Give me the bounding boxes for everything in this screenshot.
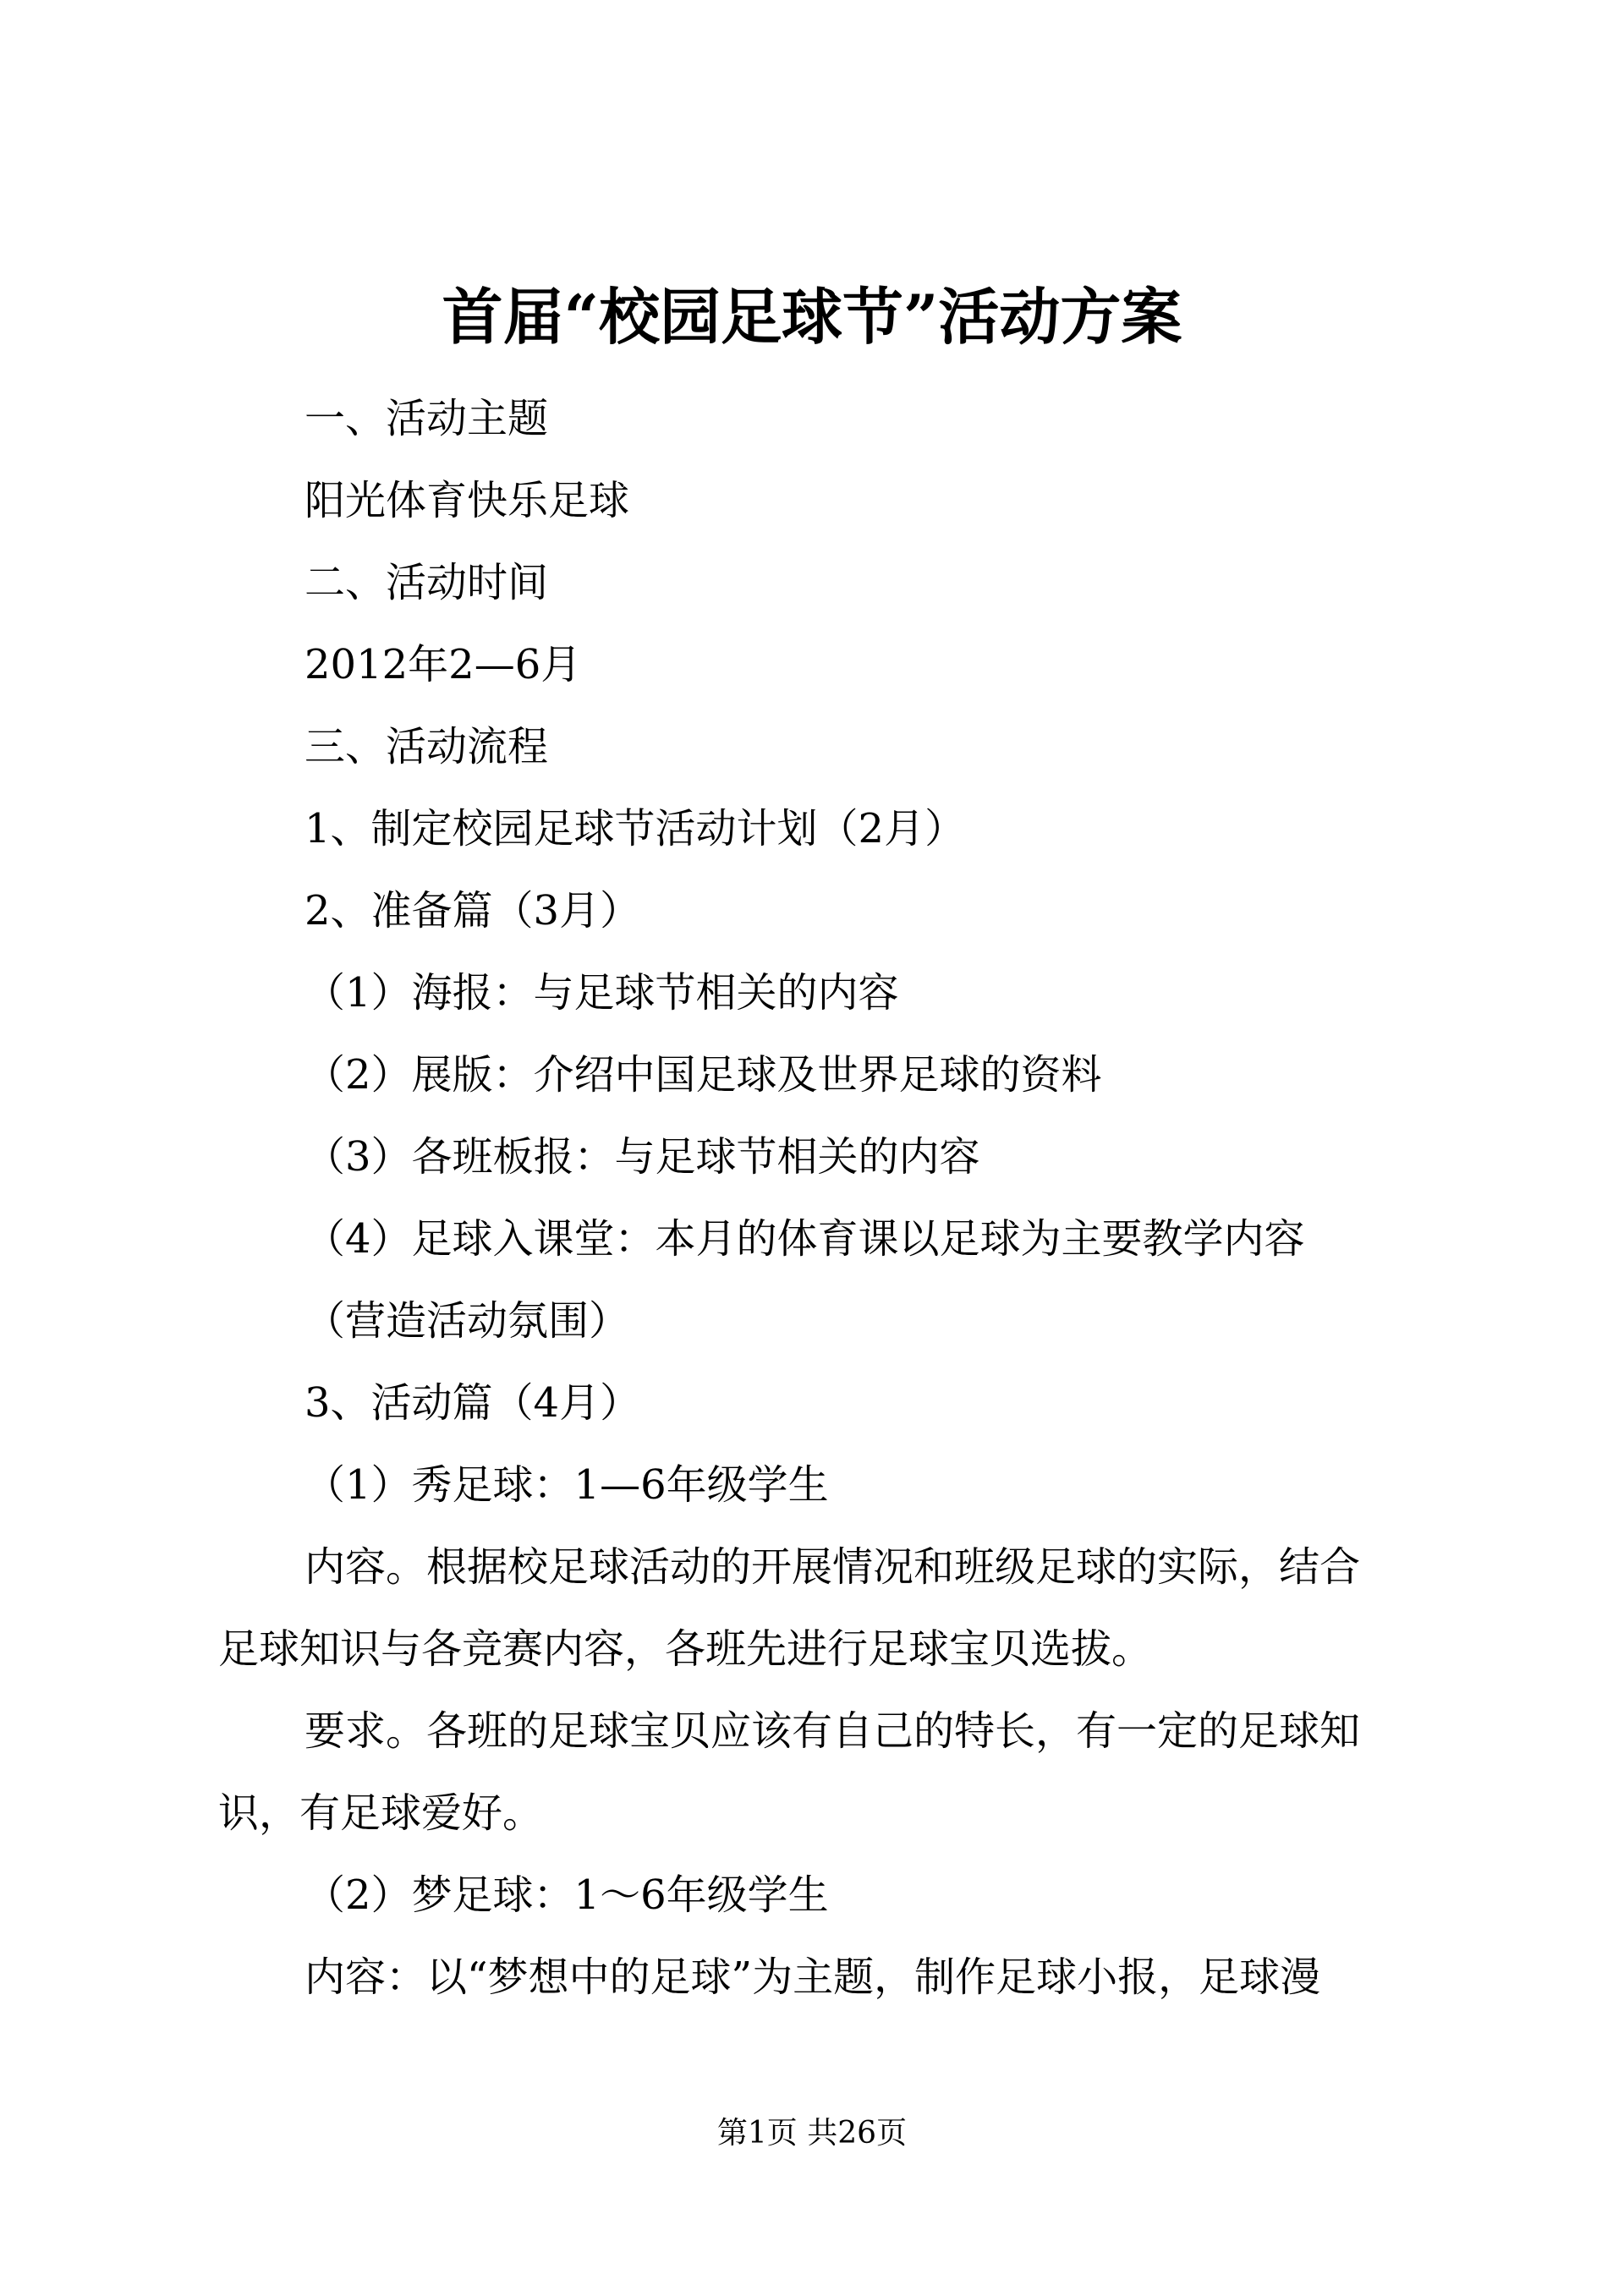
theme-text: 阳光体育快乐足球 [304,477,630,524]
section-heading-process: 三、活动流程 [304,723,549,770]
activity-1-content-line-2: 足球知识与各竞赛内容，各班先进行足球宝贝选拔。 [218,1625,1153,1673]
prep-item-4: （4）足球入课堂：本月的体育课以足球为主要教学内容 [304,1215,1305,1263]
process-step-1: 1、制定校园足球节活动计划（2月） [304,805,966,852]
activity-1-requirement-line-2: 识，有足球爱好。 [218,1789,544,1837]
process-step-3: 3、活动篇（4月） [304,1379,641,1427]
activity-item-2: （2）梦足球：1～6年级学生 [304,1871,829,1919]
document-title: 首届“校园足球节”活动方案 [442,281,1182,353]
section-heading-theme: 一、活动主题 [304,395,549,442]
prep-item-3: （3）各班板报：与足球节相关的内容 [304,1133,980,1181]
process-step-2: 2、准备篇（3月） [304,887,641,934]
activity-item-1: （1）秀足球：1—6年级学生 [304,1461,829,1509]
prep-item-4-note: （营造活动氛围） [304,1297,630,1345]
activity-1-requirement-line-1: 要求。各班的足球宝贝应该有自己的特长，有一定的足球知 [304,1707,1361,1755]
time-text: 2012年2—6月 [304,641,582,688]
prep-item-1: （1）海报：与足球节相关的内容 [304,969,899,1016]
activity-1-content-line-1: 内容。根据校足球活动的开展情况和班级足球的实际，结合 [304,1543,1361,1591]
activity-2-content-line-1: 内容：以“梦想中的足球”为主题，制作足球小报，足球漫 [304,1954,1321,2001]
page-footer: 第1页 共26页 [716,2116,908,2151]
prep-item-2: （2）展版：介绍中国足球及世界足球的资料 [304,1051,1102,1099]
section-heading-time: 二、活动时间 [304,559,549,606]
